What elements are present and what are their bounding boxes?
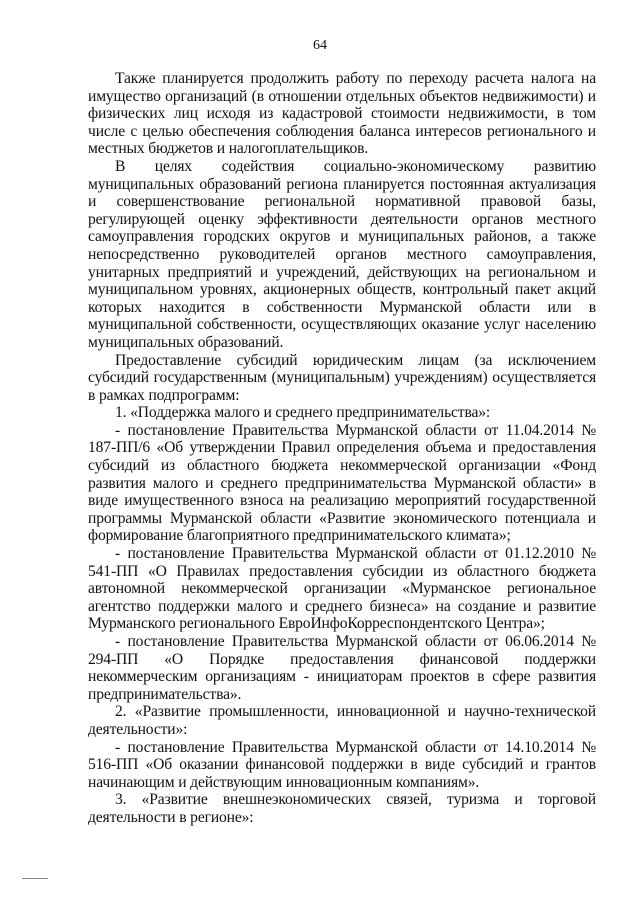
list-item-resolution-187: - постановление Правительства Мурманской области от 11.04.2014 № 187-ПП/6 «Об утверждении Правил определения объема и предоставления субсидий из областного бюджета некоммерческой организации «Фонд развития малого и среднего предпринимательства Мурманской области» в виде имущественного взноса на реализацию мероприятий государственной программы Мурманской области «Развитие экономического потенциала и формирование благоприятного предпринимательского климата»; bbox=[88, 421, 596, 545]
paragraph-municipal-development: В целях содействия социально-экономическому развитию муниципальных образований региона планируется постоянная актуализация и совершенствование региональной нормативной правовой базы, регулирующей оценку эффективности деятельности органов местного самоуправления городских округов и муниципальных районов, а также непосредственно руководителей органов местного самоуправления, унитарных предприятий и учреждений, действующих на региональном и муниципальном уровнях, акционерных обществ, контрольный пакет акций которых находится в собственности Мурманской области или в муниципальной собственности, осуществляющих оказание услуг населению муниципальных образований. bbox=[88, 157, 596, 351]
paragraph-subsidies-intro: Предоставление субсидий юридическим лицам (за исключением субсидий государственным (муниципальным) учреждениям) осуществляется в рамках подпрограмм: bbox=[88, 351, 596, 404]
subprogram-heading-3: 3. «Развитие внешнеэкономических связей, туризма и торговой деятельности в регионе»: bbox=[88, 791, 596, 826]
subprogram-heading-1: 1. «Поддержка малого и среднего предпринимательства»: bbox=[115, 404, 491, 422]
list-item-resolution-294: - постановление Правительства Мурманской области от 06.06.2014 № 294-ПП «О Порядке предоставления финансовой поддержки некоммерческим организациям - инициаторам проектов в сфере развития предпринимательства». bbox=[88, 633, 596, 703]
list-item-resolution-541: - постановление Правительства Мурманской области от 01.12.2010 № 541-ПП «О Правилах предоставления субсидии из областного бюджета автономной некоммерческой организации «Мурманское региональное агентство поддержки малого и среднего бизнеса» на создание и развитие Мурманского регионального ЕвроИнфоКорреспондентского Центра»; bbox=[88, 545, 596, 633]
scan-edge-mark bbox=[22, 878, 48, 879]
list-item-resolution-516: - постановление Правительства Мурманской области от 14.10.2014 № 516-ПП «Об оказании финансовой поддержки в виде субсидий и грантов начинающим и действующим инновационным компаниям». bbox=[88, 738, 596, 791]
paragraph-property-tax: Также планируется продолжить работу по переходу расчета налога на имущество организаций (в отношении отдельных объектов недвижимости) и физических лиц исходя из кадастровой стоимости недвижимости, в том числе с целью обеспечения соблюдения баланса интересов регионального и местных бюджетов и налогоплательщиков. bbox=[88, 70, 596, 158]
document-body bbox=[88, 70, 596, 827]
page-number: 64 bbox=[313, 38, 327, 53]
subprogram-heading-2: 2. «Развитие промышленности, инновационной и научно-технической деятельности»: bbox=[88, 703, 596, 738]
